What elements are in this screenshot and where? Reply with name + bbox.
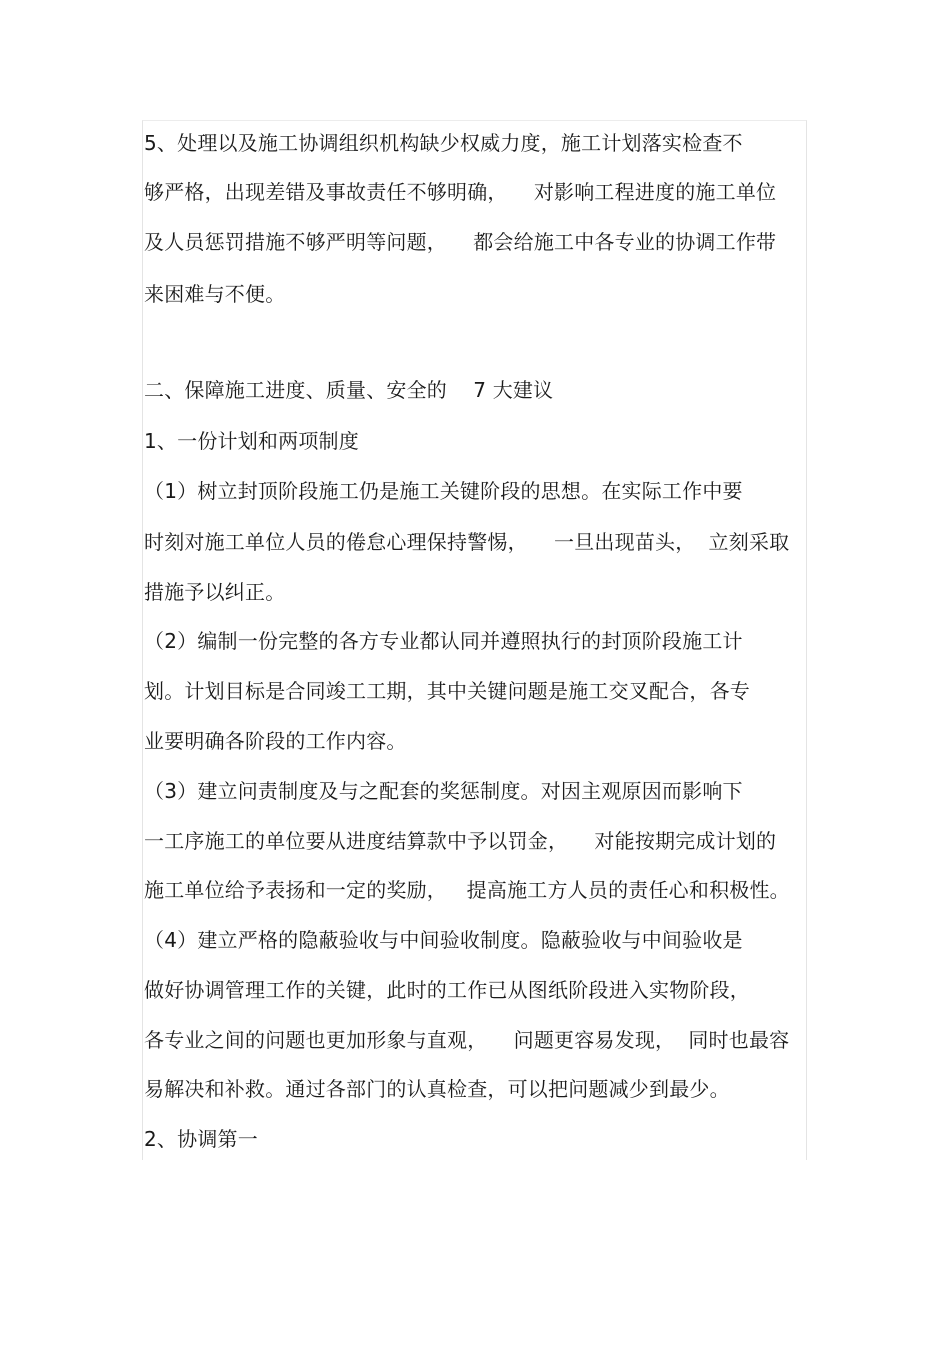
subsection-heading-1: 1、一份计划和两项制度 xyxy=(144,429,359,453)
item-1-line-3: 措施予以纠正。 xyxy=(144,580,286,604)
item-2-line-1: （2）编制一份完整的各方专业都认同并遵照执行的封顶阶段施工计 xyxy=(144,629,743,653)
subsection-heading-2: 2、协调第一 xyxy=(144,1127,258,1151)
item-2-line-2: 划。计划目标是合同竣工工期，其中关键问题是施工交叉配合，各专 xyxy=(144,679,750,703)
paragraph-5-line-2: 够严格，出现差错及事故责任不够明确， 对影响工程进度的施工单位 xyxy=(144,180,777,204)
item-1-line-1: （1）树立封顶阶段施工仍是施工关键阶段的思想。在实际工作中要 xyxy=(144,479,743,503)
item-3-line-3: 施工单位给予表扬和一定的奖励， 提高施工方人员的责任心和积极性。 xyxy=(144,878,790,902)
item-1-line-2: 时刻对施工单位人员的倦怠心理保持警惕， 一旦出现苗头， 立刻采取 xyxy=(144,530,790,554)
paragraph-5-line-1: 5、处理以及施工协调组织机构缺少权威力度，施工计划落实检查不 xyxy=(144,131,743,155)
section-heading: 二、保障施工进度、质量、安全的 7 大建议 xyxy=(144,378,554,402)
item-4-line-1: （4）建立严格的隐蔽验收与中间验收制度。隐蔽验收与中间验收是 xyxy=(144,928,743,952)
item-4-line-4: 易解决和补救。通过各部门的认真检查，可以把问题减少到最少。 xyxy=(144,1077,730,1101)
paragraph-5-line-4: 来困难与不便。 xyxy=(144,282,286,306)
item-3-line-2: 一工序施工的单位要从进度结算款中予以罚金， 对能按期完成计划的 xyxy=(144,829,777,853)
item-4-line-2: 做好协调管理工作的关键，此时的工作已从图纸阶段进入实物阶段， xyxy=(144,978,750,1002)
item-4-line-3: 各专业之间的问题也更加形象与直观， 问题更容易发现， 同时也最容 xyxy=(144,1028,790,1052)
item-2-line-3: 业要明确各阶段的工作内容。 xyxy=(144,729,407,753)
paragraph-5-line-3: 及人员惩罚措施不够严明等问题， 都会给施工中各专业的协调工作带 xyxy=(144,230,777,254)
item-3-line-1: （3）建立问责制度及与之配套的奖惩制度。对因主观原因而影响下 xyxy=(144,779,743,803)
